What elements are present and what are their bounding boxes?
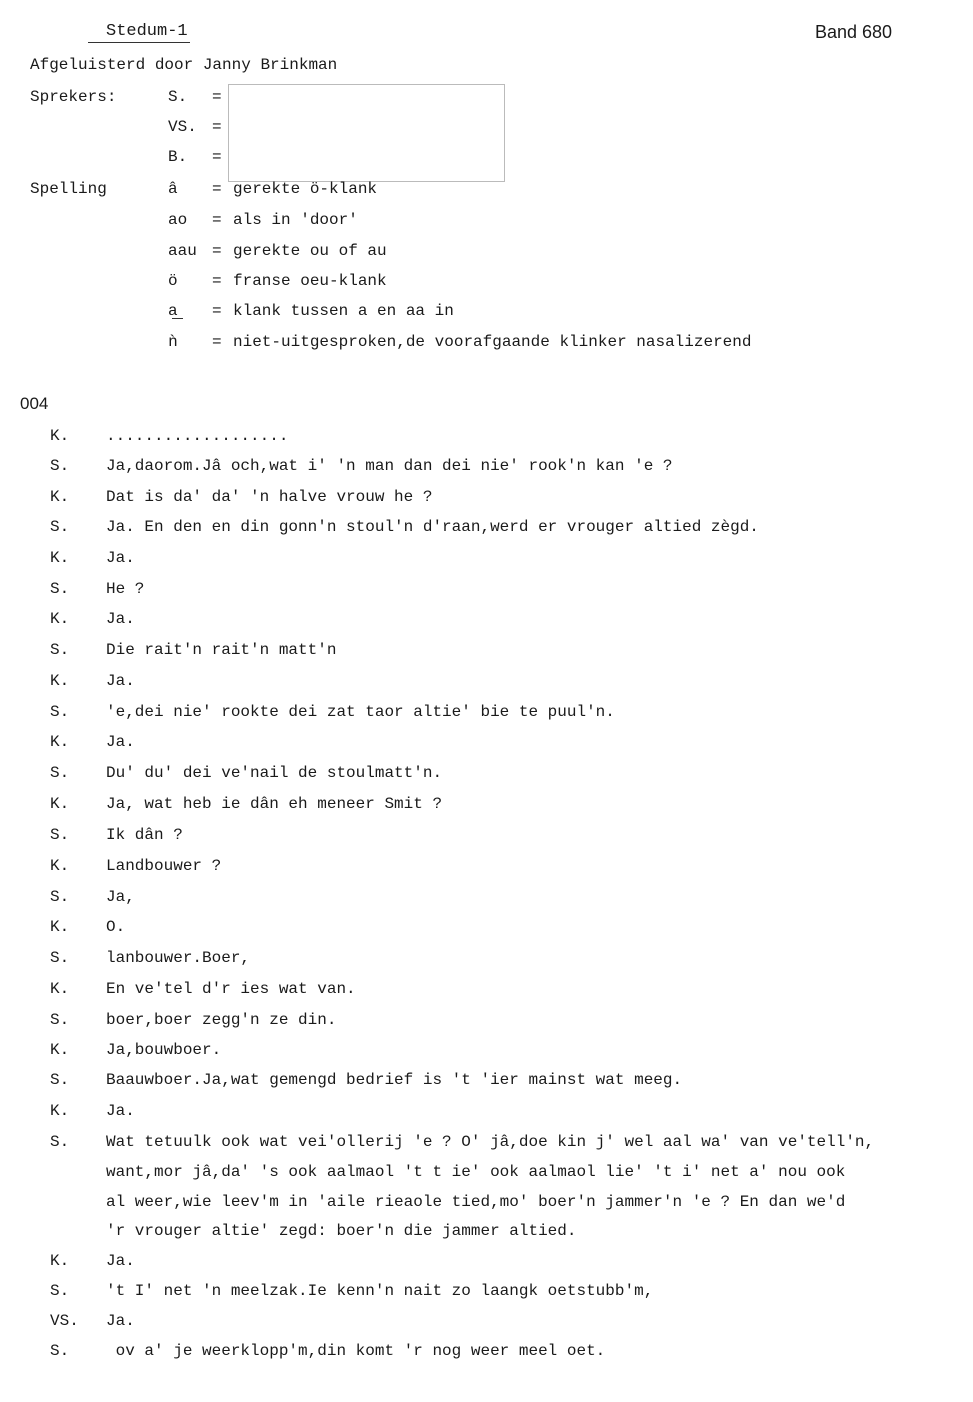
transcript-speaker: S. <box>50 826 70 844</box>
transcript-speaker: S. <box>50 457 70 475</box>
transcript-speaker: S. <box>50 888 70 906</box>
transcript-text: Du' du' dei ve'nail de stoulmatt'n. <box>106 764 443 782</box>
transcript-text: lanbouwer.Boer, <box>106 949 251 967</box>
spelling-symbol: ö <box>168 272 178 290</box>
spelling-symbol: aau <box>168 242 197 260</box>
speaker-abbr: VS. <box>168 118 197 136</box>
band-number: Band 680 <box>815 22 893 42</box>
transcript-text: Ja. <box>106 672 135 690</box>
transcript-text: Die rait'n rait'n matt'n <box>106 641 337 659</box>
section-number: 004 <box>20 394 49 413</box>
transcript-speaker: K. <box>50 1041 70 1059</box>
transcript-speaker: K. <box>50 610 70 628</box>
spelling-description: gerekte ö-klank <box>233 180 378 198</box>
spelling-symbol: â <box>168 180 178 198</box>
transcript-speaker: VS. <box>50 1312 79 1330</box>
transcript-text: want,mor jâ,da' 's ook aalmaol 't t ie' ook aalmaol lie' 't i' net a' nou ook <box>106 1163 846 1181</box>
transcript-text: Ik dân ? <box>106 826 183 844</box>
transcript-speaker: S. <box>50 1133 70 1151</box>
transcript-text: 'e,dei nie' rookte dei zat taor altie' bie te puul'n. <box>106 703 615 721</box>
transcript-text: Ja. <box>106 733 135 751</box>
transcript-text: Wat tetuulk ook wat vei'ollerij 'e ? O' jâ,doe kin j' wel aal wa' van ve'tell'n, <box>106 1133 875 1151</box>
spelling-equals: = <box>212 333 222 351</box>
spelling-equals: = <box>212 180 222 198</box>
transcript-text: Ja,daorom.Jâ och,wat i' 'n man dan dei nie' rook'n kan 'e ? <box>106 457 673 475</box>
spelling-description: gerekte ou of au <box>233 242 387 260</box>
transcript-text: 't I' net 'n meelzak.Ie kenn'n nait zo laangk oetstubb'm, <box>106 1282 654 1300</box>
transcript-text: boer,boer zegg'n ze din. <box>106 1011 337 1029</box>
title-underline <box>88 42 190 43</box>
speakers-label: Sprekers: <box>30 88 117 106</box>
transcript-text: ................... <box>106 427 289 445</box>
spelling-equals: = <box>212 272 222 290</box>
spelling-equals: = <box>212 211 222 229</box>
symbol-underline <box>172 318 183 319</box>
transcript-speaker: S. <box>50 1011 70 1029</box>
transcript-text: He ? <box>106 580 145 598</box>
transcript-text: Ja. <box>106 610 135 628</box>
speaker-equals: = <box>212 118 222 136</box>
redacted-names-box <box>228 84 505 182</box>
transcript-text: O. <box>106 918 126 936</box>
spelling-equals: = <box>212 302 222 320</box>
transcript-speaker: S. <box>50 518 70 536</box>
transcript-text: Ja. <box>106 549 135 567</box>
transcript-speaker: S. <box>50 949 70 967</box>
transcript-text: Ja. En den en din gonn'n stoul'n d'raan,werd er vrouger altied zègd. <box>106 518 759 536</box>
speaker-abbr: S. <box>168 88 188 106</box>
transcript-text: Dat is da' da' 'n halve vrouw he ? <box>106 488 433 506</box>
transcript-speaker: K. <box>50 427 70 445</box>
transcript-speaker: K. <box>50 549 70 567</box>
spelling-description: franse oeu-klank <box>233 272 387 290</box>
transcript-speaker: S. <box>50 703 70 721</box>
transcript-text: En ve'tel d'r ies wat van. <box>106 980 356 998</box>
spelling-description: als in 'door' <box>233 211 358 229</box>
transcript-speaker: S. <box>50 1071 70 1089</box>
transcript-text: Ja, <box>106 888 135 906</box>
transcript-speaker: S. <box>50 641 70 659</box>
transcript-text: Ja. <box>106 1252 135 1270</box>
transcript-speaker: K. <box>50 672 70 690</box>
transcript-text: Ja. <box>106 1312 135 1330</box>
speaker-equals: = <box>212 148 222 166</box>
spelling-symbol: a <box>168 302 178 320</box>
transcript-speaker: S. <box>50 580 70 598</box>
transcript-text: Ja,bouwboer. <box>106 1041 222 1059</box>
transcript-speaker: K. <box>50 980 70 998</box>
transcript-text: 'r vrouger altie' zegd: boer'n die jammer altied. <box>106 1222 577 1240</box>
document-title: Stedum-1 <box>106 22 188 41</box>
listened-by-line: Afgeluisterd door Janny Brinkman <box>30 56 338 74</box>
spelling-symbol: ǹ <box>168 333 178 351</box>
transcript-speaker: K. <box>50 857 70 875</box>
transcript-text: ov a' je weerklopp'm,din komt 'r nog weer meel oet. <box>106 1342 606 1360</box>
transcript-speaker: K. <box>50 1252 70 1270</box>
transcript-text: Baauwboer.Ja,wat gemengd bedrief is 't 'ier mainst wat meeg. <box>106 1071 683 1089</box>
transcript-speaker: K. <box>50 918 70 936</box>
transcript-text: Ja. <box>106 1102 135 1120</box>
spelling-symbol: ao <box>168 211 188 229</box>
spelling-description: klank tussen a en aa in <box>233 302 454 320</box>
transcript-speaker: K. <box>50 488 70 506</box>
speaker-equals: = <box>212 88 222 106</box>
speaker-abbr: B. <box>168 148 188 166</box>
transcript-speaker: K. <box>50 795 70 813</box>
transcript-text: Ja, wat heb ie dân eh meneer Smit ? <box>106 795 443 813</box>
transcript-speaker: S. <box>50 1282 70 1300</box>
spelling-description: niet-uitgesproken,de voorafgaande klinker nasalizerend <box>233 333 752 351</box>
transcript-speaker: S. <box>50 764 70 782</box>
spelling-equals: = <box>212 242 222 260</box>
spelling-label: Spelling <box>30 180 107 198</box>
transcript-speaker: K. <box>50 733 70 751</box>
transcript-speaker: K. <box>50 1102 70 1120</box>
transcript-text: Landbouwer ? <box>106 857 222 875</box>
transcript-speaker: S. <box>50 1342 70 1360</box>
transcript-text: al weer,wie leev'm in 'aile rieaole tied,mo' boer'n jammer'n 'e ? En dan we'd <box>106 1193 846 1211</box>
